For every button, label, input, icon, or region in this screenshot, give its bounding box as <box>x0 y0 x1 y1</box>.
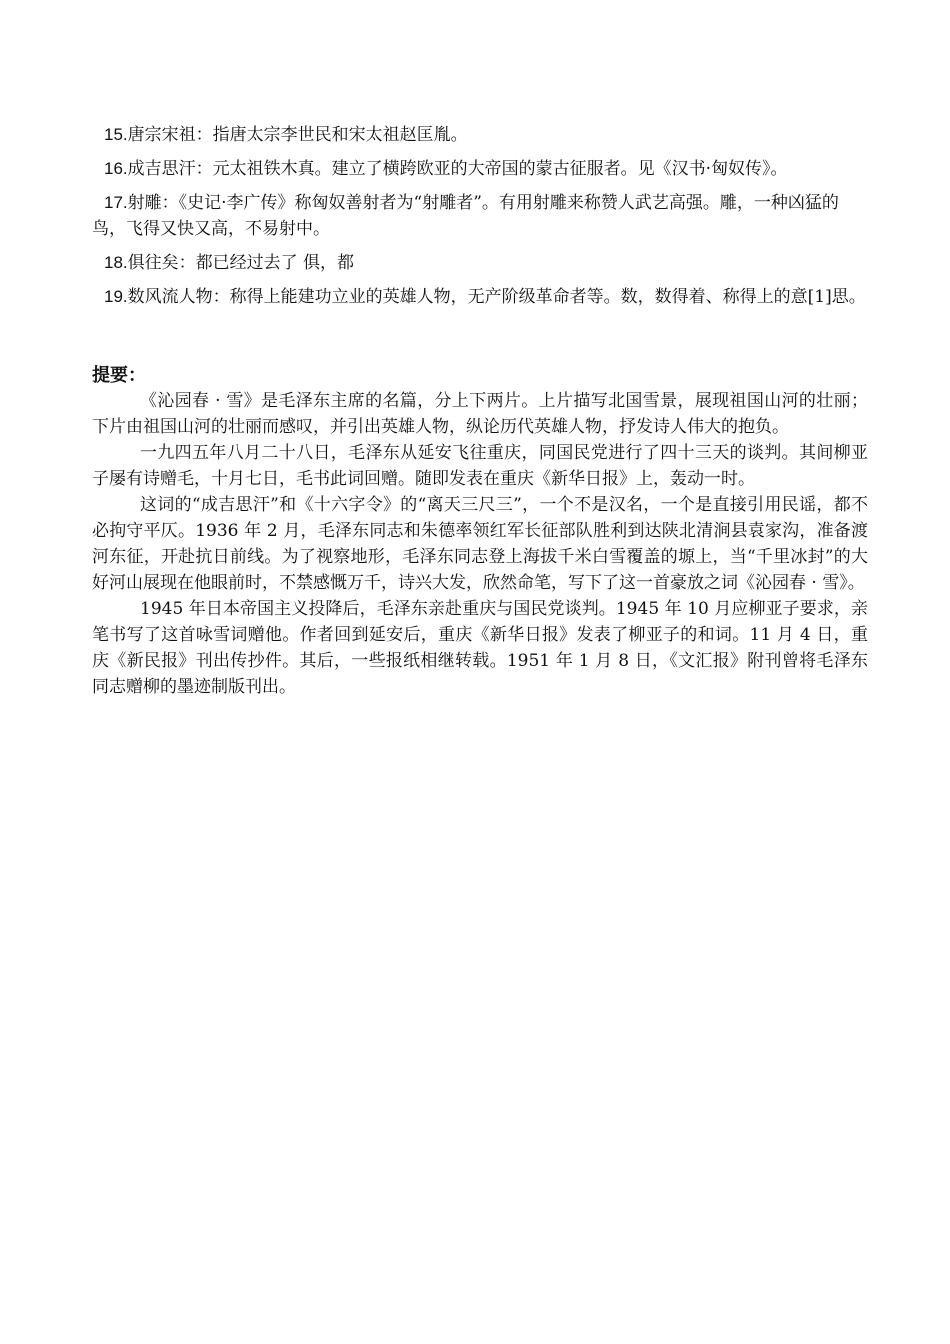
footnote-text: 俱往矣：都已经过去了 俱，都 <box>127 253 355 273</box>
footnote-16 <box>92 156 872 182</box>
footnote-17 <box>92 190 872 242</box>
footnote-15 <box>92 122 872 148</box>
footnote-19 <box>92 284 872 310</box>
footnote-18 <box>92 250 872 276</box>
footnote-text: 射雕：《史记·李广传》称匈奴善射者为“射雕者”。有用射雕来称赞人武艺高强。雕，一种凶猛的鸟，飞得又快又高，不易射中。 <box>92 193 839 239</box>
footnote-text: 数风流人物：称得上能建功立业的英雄人物，无产阶级革命者等。数，数得着、称得上的意[1]思。 <box>127 287 866 307</box>
footnote-number: 19. <box>104 287 128 306</box>
footnote-text: 成吉思汗：元太祖铁木真。建立了横跨欧亚的大帝国的蒙古征服者。见《汉书·匈奴传》。 <box>127 159 788 179</box>
footnote-number: 16. <box>104 159 128 178</box>
summary-body <box>92 388 868 700</box>
summary-paragraph: 这词的“成吉思汗”和《十六字令》的“离天三尺三”，一个不是汉名，一个是直接引用民谣，都不必拘守平仄。1936 年 2 月，毛泽东同志和朱德率领红军长征部队胜利到达陕北清涧县袁家沟，准备渡河东征，开赴抗日前线。为了视察地形，毛泽东同志登上海拔千米白雪覆盖的塬上，当“千里冰封”的大好河山展现在他眼前时，不禁感慨万千，诗兴大发，欣然命笔，写下了这一首豪放之词《沁园春 · 雪》。 <box>92 495 868 593</box>
summary-paragraph: 一九四五年八月二十八日，毛泽东从延安飞往重庆，同国民党进行了四十三天的谈判。其间柳亚子屡有诗赠毛，十月七日，毛书此词回赠。随即发表在重庆《新华日报》上，轰动一时。 <box>92 443 868 489</box>
footnote-number: 17. <box>104 193 128 212</box>
summary-paragraph: 《沁园春 · 雪》是毛泽东主席的名篇，分上下两片。上片描写北国雪景，展现祖国山河的壮丽；下片由祖国山河的壮丽而感叹，并引出英雄人物，纵论历代英雄人物，抒发诗人伟大的抱负。 <box>92 391 868 437</box>
summary-heading: 提要： <box>92 365 146 386</box>
footnotes-list <box>92 122 872 318</box>
footnote-number: 15. <box>104 125 128 144</box>
summary-paragraph: 1945 年日本帝国主义投降后，毛泽东亲赴重庆与国民党谈判。1945 年 10 月应柳亚子要求，亲笔书写了这首咏雪词赠他。作者回到延安后，重庆《新华日报》发表了柳亚子的和词。11 月 4 日，重庆《新民报》刊出传抄件。其后，一些报纸相继转载。1951 年 1 月 8 日，《文汇报》附刊曾将毛泽东同志赠柳的墨迹制版刊出。 <box>92 599 868 697</box>
footnote-number: 18. <box>104 253 128 272</box>
footnote-text: 唐宗宋祖：指唐太宗李世民和宋太祖赵匡胤。 <box>127 125 468 145</box>
